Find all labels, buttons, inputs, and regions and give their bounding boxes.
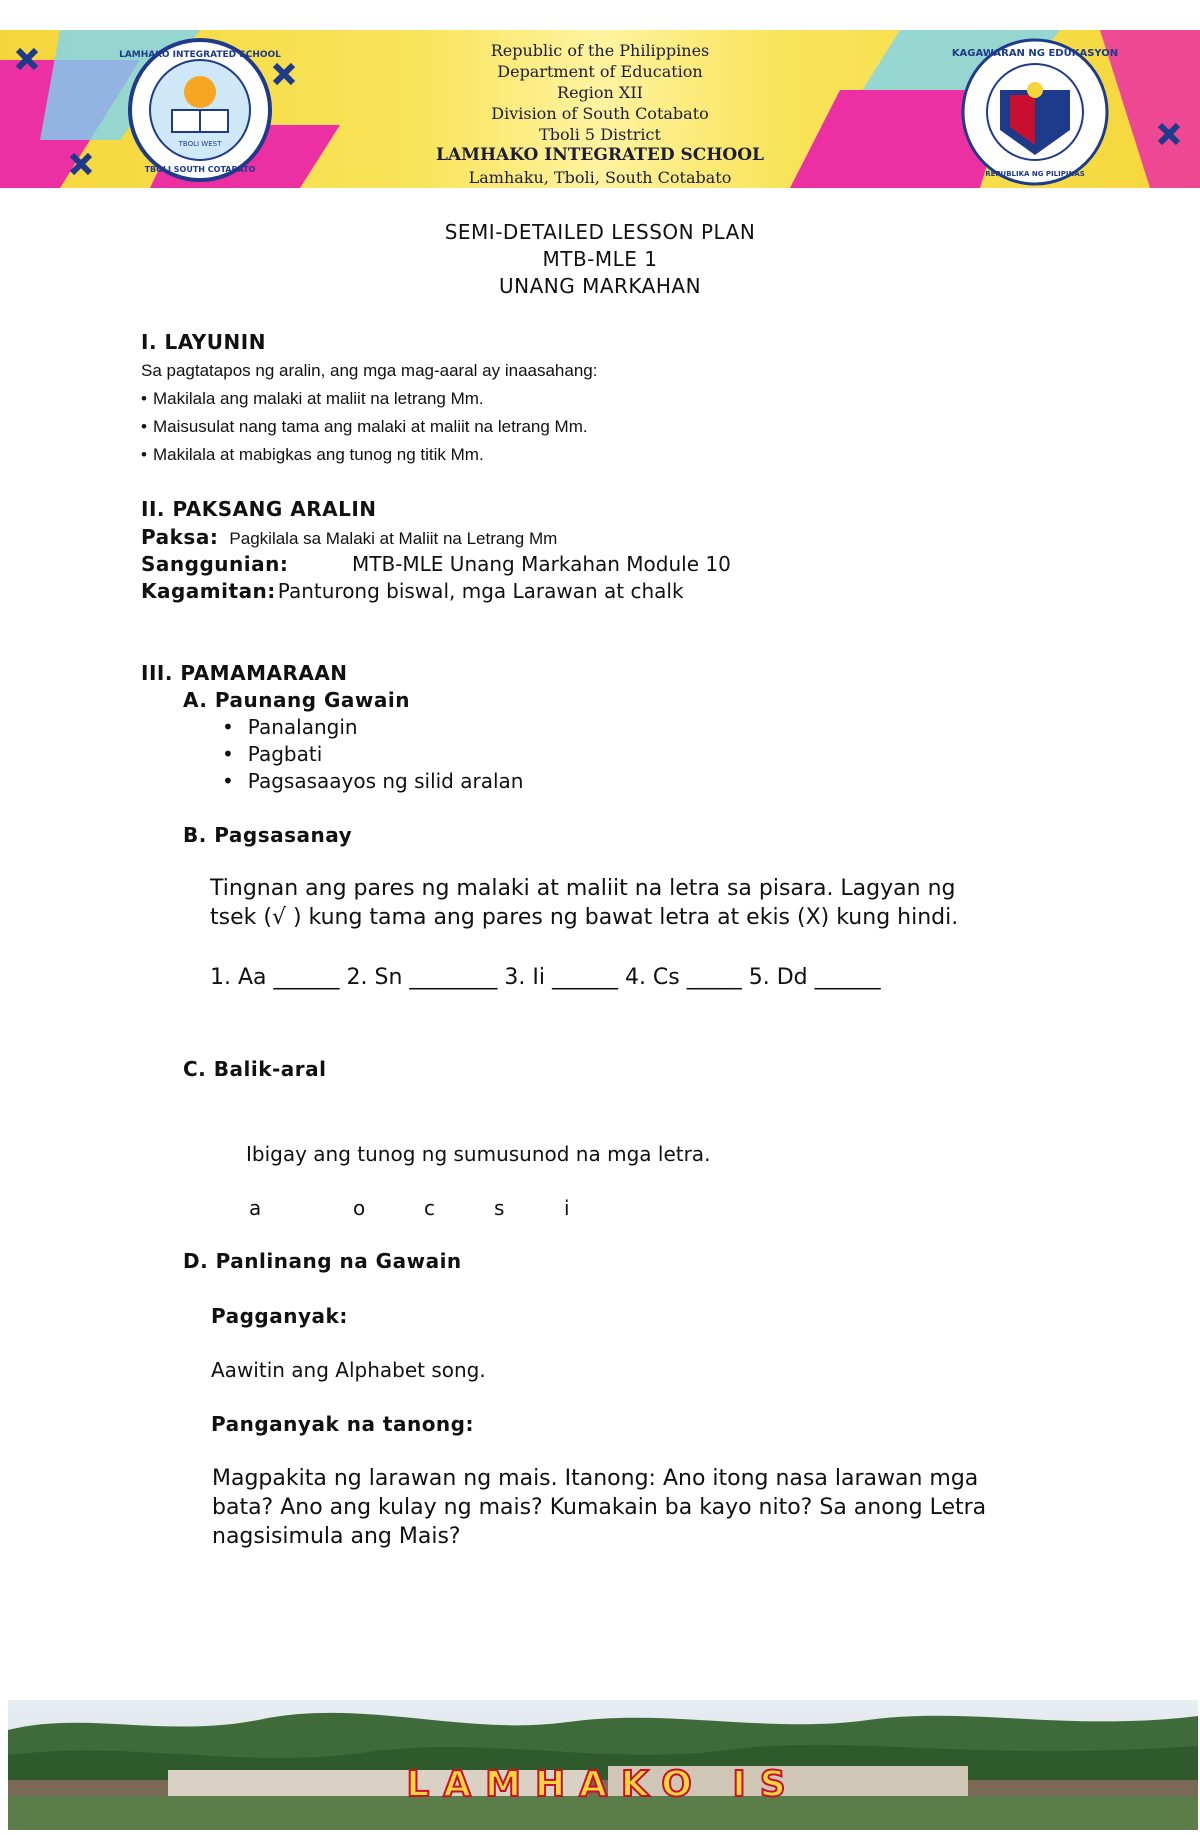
paksa-row bbox=[141, 525, 557, 549]
letter-o: o bbox=[353, 1196, 366, 1220]
paunang-item bbox=[222, 715, 358, 739]
header-banner bbox=[0, 30, 1200, 188]
left-seal-top-text: LAMHAKO INTEGRATED SCHOOL bbox=[119, 50, 281, 60]
right-seal-top-text: KAGAWARAN NG EDUKASYON bbox=[951, 48, 1119, 59]
bullet-icon: • bbox=[222, 769, 234, 793]
pagsasanay-text-1: Tingnan ang pares ng malaki at maliit na letra sa pisara. Lagyan ng bbox=[210, 876, 956, 901]
pagsasanay-items: 1. Aa ______ 2. Sn ________ 3. Ii ______ 4. Cs _____ 5. Dd ______ bbox=[210, 965, 881, 990]
panganyak-label: Panganyak na tanong: bbox=[211, 1412, 474, 1436]
layunin-item bbox=[141, 389, 484, 409]
header-line-2: Department of Education bbox=[497, 62, 703, 81]
paunang-item-text: Pagbati bbox=[247, 742, 323, 766]
paunang-item-text: Pagsasaayos ng silid aralan bbox=[247, 769, 524, 793]
bullet-icon: • bbox=[222, 742, 234, 766]
pagsasanay-text-2: tsek (√ ) kung tama ang pares ng bawat letra at ekis (X) kung hindi. bbox=[210, 905, 959, 930]
sanggunian-label: Sanggunian: bbox=[141, 552, 289, 576]
pagganyak-label: Pagganyak: bbox=[211, 1304, 348, 1328]
kagamitan-row bbox=[141, 579, 684, 603]
header-school-name: LAMHAKO INTEGRATED SCHOOL bbox=[436, 145, 764, 165]
header-address: Lamhaku, Tboli, South Cotabato bbox=[468, 168, 732, 187]
balik-aral-label: C. Balik-aral bbox=[183, 1057, 327, 1081]
bullet-icon: • bbox=[141, 389, 147, 408]
bullet-icon: • bbox=[141, 417, 147, 436]
balik-aral-text: Ibigay ang tunog ng sumusunod na mga letra. bbox=[246, 1142, 711, 1166]
header-line-4: Division of South Cotabato bbox=[491, 104, 709, 123]
header-line-5: Tboli 5 District bbox=[539, 125, 661, 144]
bullet-icon: • bbox=[222, 715, 234, 739]
paksa-value: Pagkilala sa Malaki at Maliit na Letrang Mm bbox=[229, 529, 558, 548]
layunin-intro: Sa pagtatapos ng aralin, ang mga mag-aaral ay inaasahang: bbox=[141, 361, 598, 380]
panganyak-text-1: Magpakita ng larawan ng mais. Itanong: Ano itong nasa larawan mga bbox=[212, 1466, 979, 1491]
paksa-heading: II. PAKSANG ARALIN bbox=[141, 497, 377, 521]
pamamaraan-heading: III. PAMAMARAAN bbox=[141, 661, 348, 685]
header-line-3: Region XII bbox=[557, 83, 643, 102]
layunin-item-text: Maisusulat nang tama ang malaki at maliit na letrang Mm. bbox=[152, 417, 588, 436]
left-seal-inner-text: TBOLI WEST bbox=[178, 140, 222, 148]
layunin-item-text: Makilala ang malaki at maliit na letrang Mm. bbox=[152, 389, 484, 408]
paunang-gawain-label: A. Paunang Gawain bbox=[183, 688, 410, 712]
letter-s: s bbox=[494, 1196, 505, 1220]
doc-subject: MTB-MLE 1 bbox=[542, 247, 658, 271]
pagsasanay-label: B. Pagsasanay bbox=[183, 823, 353, 847]
sanggunian-value: MTB-MLE Unang Markahan Module 10 bbox=[352, 552, 731, 576]
layunin-item-text: Makilala at mabigkas ang tunog ng titik Mm. bbox=[152, 445, 484, 464]
kagamitan-value: Panturong biswal, mga Larawan at chalk bbox=[277, 579, 684, 603]
layunin-heading: I. LAYUNIN bbox=[141, 330, 266, 354]
letter-c: c bbox=[424, 1196, 435, 1220]
bullet-icon: • bbox=[141, 445, 147, 464]
panganyak-text-3: nagsisimula ang Mais? bbox=[212, 1524, 461, 1549]
paunang-item-text: Panalangin bbox=[247, 715, 358, 739]
pagganyak-text: Aawitin ang Alphabet song. bbox=[211, 1358, 486, 1382]
right-seal-bottom-text: REPUBLIKA NG PILIPINAS bbox=[985, 170, 1085, 178]
left-seal-bottom-text: TBOLI SOUTH COTABATO bbox=[144, 165, 256, 174]
letter-a: a bbox=[249, 1196, 262, 1220]
panganyak-text-2: bata? Ano ang kulay ng mais? Kumakain ba kayo nito? Sa anong Letra bbox=[212, 1495, 987, 1520]
layunin-item bbox=[141, 445, 484, 465]
footer-photo bbox=[8, 1700, 1198, 1830]
doc-quarter: UNANG MARKAHAN bbox=[498, 274, 702, 298]
layunin-item bbox=[141, 417, 588, 437]
kagamitan-label: Kagamitan: bbox=[141, 579, 276, 603]
header-line-1: Republic of the Philippines bbox=[490, 41, 710, 60]
letter-i: i bbox=[564, 1196, 570, 1220]
paksa-label: Paksa: bbox=[141, 525, 219, 549]
panlinang-label: D. Panlinang na Gawain bbox=[183, 1249, 462, 1273]
paunang-item bbox=[222, 742, 322, 766]
doc-title: SEMI-DETAILED LESSON PLAN bbox=[444, 220, 756, 244]
footer-banner bbox=[8, 1700, 1198, 1830]
paunang-item bbox=[222, 769, 523, 793]
footer-banner-text: LAMHAKO IS bbox=[406, 1764, 800, 1805]
